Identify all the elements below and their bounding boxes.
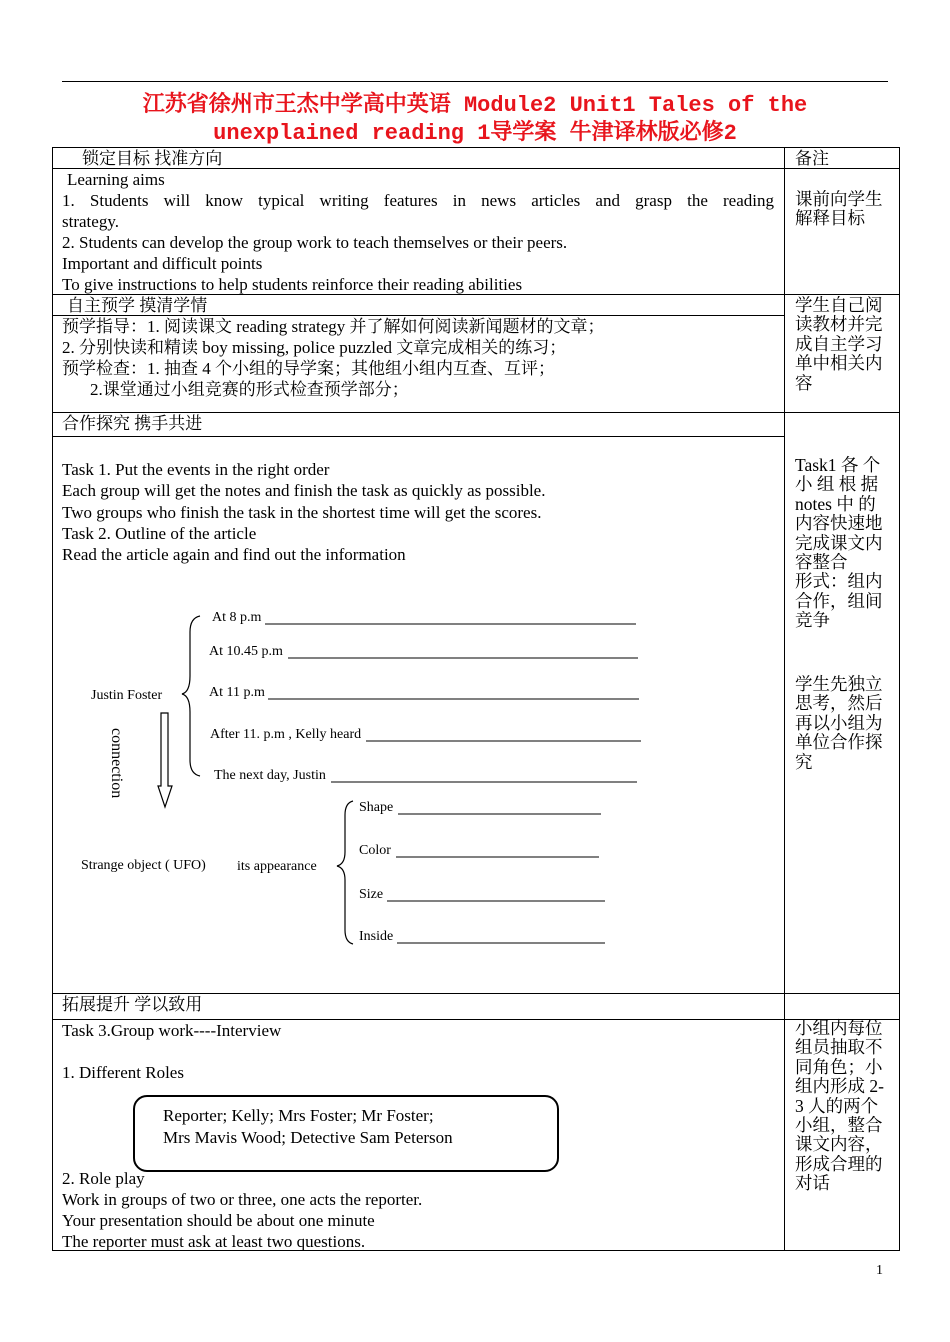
timeline-label: At 10.45 p.m (209, 644, 283, 659)
timeline-label: At 8 p.m (212, 610, 262, 625)
preview-text: 2.课堂通过小组竞赛的形式检查预学部分； (90, 380, 409, 399)
diagram-subject: Justin Foster (91, 688, 163, 703)
feature-label: Shape (359, 800, 394, 815)
task2-title: Task 2. Outline of the article (62, 524, 257, 543)
preview-text: 预学指导：1. 阅读课文 reading strategy 并了解如何阅读新闻题材的文章； (62, 317, 605, 336)
feature-label: Size (359, 887, 384, 902)
task1-text: Two groups who finish the task in the shortest time will get the scores. (62, 503, 542, 522)
task2-text: Read the article again and find out the information (62, 545, 406, 564)
feature-label: Color (359, 843, 391, 858)
document-title-line-2: unexplained reading 1导学案 牛津译林版必修2 (213, 121, 737, 146)
preview-text: 预学检查：1. 抽查 4 个小组的导学案；其他组小组内互查、互评； (62, 359, 555, 378)
appearance-label: its appearance (237, 859, 317, 874)
section-header-cooperate: 合作探究 携手共进 (62, 414, 203, 433)
task1-title: Task 1. Put the events in the right order (62, 460, 330, 479)
section-header-aims: 锁定目标 找准方向 (82, 149, 223, 168)
task1-text: Each group will get the notes and finish the task as quickly as possible. (62, 481, 546, 500)
roleplay-heading: 2. Role play (62, 1169, 145, 1188)
aims-text: Important and difficult points (62, 254, 263, 273)
preview-note: 学生自己阅 读教材并完 成自主学习 单中相关内 容 (795, 295, 883, 393)
aims-text: strategy. (62, 212, 119, 231)
aims-note: 课前向学生 解释目标 (795, 189, 883, 229)
timeline-label: At 11 p.m (209, 685, 265, 700)
page-number: 1 (876, 1263, 883, 1278)
aims-text: To give instructions to help students reinforce their reading abilities (62, 275, 523, 294)
roles-heading: 1. Different Roles (62, 1063, 184, 1082)
document-title-line-1: 江苏省徐州市王杰中学高中英语 Module2 Unit1 Tales of the (142, 93, 808, 118)
task1-note: Task1 各 个 小 组 根 据 notes 中 的 内容快速地 完成课文内 容整合 形式：组内 合作，组间 竞争 (795, 455, 883, 631)
preview-text: 2. 分别快读和精读 boy missing, police puzzled 文章完成相关的练习； (62, 338, 567, 357)
object-label: Strange object ( UFO) (81, 858, 206, 873)
timeline-label: After 11. p.m , Kelly heard (210, 727, 362, 742)
section-header-preview: 自主预学 摸清学情 (67, 296, 208, 315)
task3-title: Task 3.Group work----Interview (62, 1021, 282, 1040)
roles-list: Reporter; Kelly; Mrs Foster; Mr Foster; (163, 1106, 434, 1125)
roleplay-text: The reporter must ask at least two questions. (62, 1232, 366, 1251)
roles-list: Mrs Mavis Wood; Detective Sam Peterson (163, 1128, 453, 1147)
timeline-brace-icon (182, 616, 200, 776)
down-arrow-icon (158, 713, 172, 807)
aims-text: 2. Students can develop the group work to teach themselves or their peers. (62, 233, 568, 252)
roleplay-text: Your presentation should be about one minute (62, 1211, 375, 1230)
feature-label: Inside (359, 929, 394, 944)
connection-label: connection (108, 728, 125, 799)
appearance-brace-icon (337, 801, 353, 944)
notes-header: 备注 (795, 149, 829, 168)
aims-text: 1. Students will know typical writing features in news articles and grasp the reading (62, 191, 774, 210)
task3-note: 小组内每位 组员抽取不 同角色；小 组内形成 2- 3 人的两个 小组，整合 课文内容， 形成合理的 对话 (795, 1018, 884, 1194)
aims-text: Learning aims (67, 170, 165, 189)
section-header-extend: 拓展提升 学以致用 (62, 995, 203, 1014)
timeline-label: The next day, Justin (214, 768, 326, 783)
task2-note: 学生先独立 思考，然后 再以小组为 单位合作探 究 (795, 674, 883, 772)
roleplay-text: Work in groups of two or three, one acts the reporter. (62, 1190, 423, 1209)
